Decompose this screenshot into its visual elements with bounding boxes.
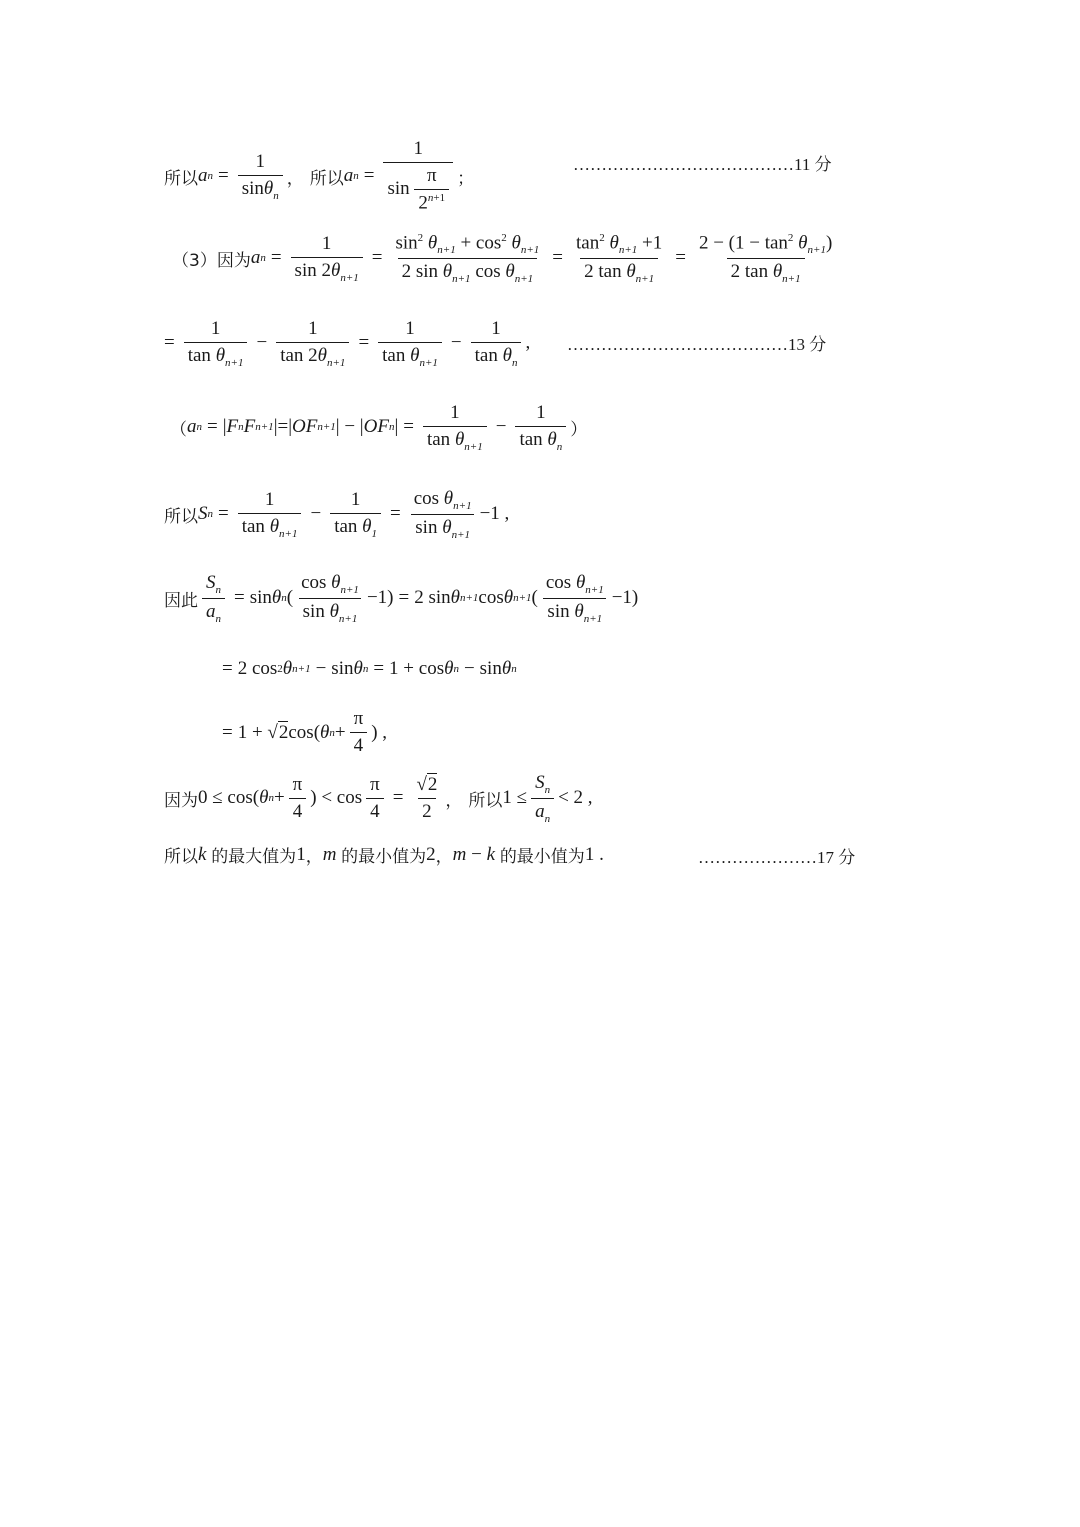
line-simplify-1: = 2 cos 2 θ n+1 − sin θ n = 1 + cos θ n − sin θ n [222,658,517,679]
fraction: 1 sin $\frac{\pi}{2^{n+1}}$ [383,138,453,214]
score-11: …………………………………11 分 [573,155,832,174]
line-simplify-2: = 1 + √ 2 cos( θ n + $\frac{\pi}{4}$ ) , [222,708,388,756]
line-an-result: 所以 a n = $\frac{1}{\sin\theta_n}$ ， 所以 a n = 1 sin $\frac{\pi}{2^{n+1}}$ ； [164,138,475,214]
line-sn: 所以 S n = $\frac{1}{\tan \theta_{n+1}}$ − $\frac{1}{\tan \theta_1}$ = $\frac{\cos \theta_{n+1}}{\sin \theta_{n+1}}$ −1 , [164,488,510,541]
line-part3: （3） 因为 a n = $\frac{1}{\sin 2\theta_{n+1}}$ = $\frac{\sin^2 \theta_{n+1} + \cos^2 \theta_{n+1}}{2 \sin \theta_{n+1} \cos \theta_{n+1}}$ = $\frac{\tan^2 \theta_{n+1} +1}{2 \tan \theta_{n+1}}$ = $\frac{2 - (1 - \tan^2 \theta_{n+1})}{2 \tan \theta_{n+1}}$ [172,232,833,285]
line-ratio: 因此 $\frac{S_n}{a_n}$ = sin θ n ( $\frac{\cos \theta_{n+1}}{\sin \theta_{n+1}}$ −1) = 2 sin θ n+1 cos θ n+1 ( $\frac{\cos \theta_{n+1}}{\sin \theta_{n+1}}$ −1) [164,572,639,625]
fraction: $\frac{1}{\sin\theta_n}$ [238,151,283,202]
score-13: …………………………………13 分 [567,335,827,354]
line-range: 因为 0 ≤ cos( θ n + $\frac{\pi}{4}$ ) < cos $\frac{\pi}{4}$ = $\frac{√2}{2}$ ， 所以 1 ≤ $\frac{S_n}{a_n}$ < 2 , [164,772,593,825]
line-tan-difference: = $\frac{1}{\tan \theta_{n+1}}$ − $\frac{1}{\tan 2\theta_{n+1}}$ = $\frac{1}{\tan \theta_{n+1}}$ − $\frac{1}{\tan \theta_n}$ , [164,318,531,369]
score-17: …………………17 分 [698,848,856,867]
line-geometric-note: （ a n = | F n F n+1 |=| OF n+1 | − | OF n | = $\frac{1}{\tan \theta_{n+1}}$ − $\frac{1}{\tan \theta_n}$ ） [170,402,588,453]
line-conclusion: 所以 k 的最大值为 1 ， m 的最小值为 2 ， m − k 的最小值为 1 . [164,843,604,867]
